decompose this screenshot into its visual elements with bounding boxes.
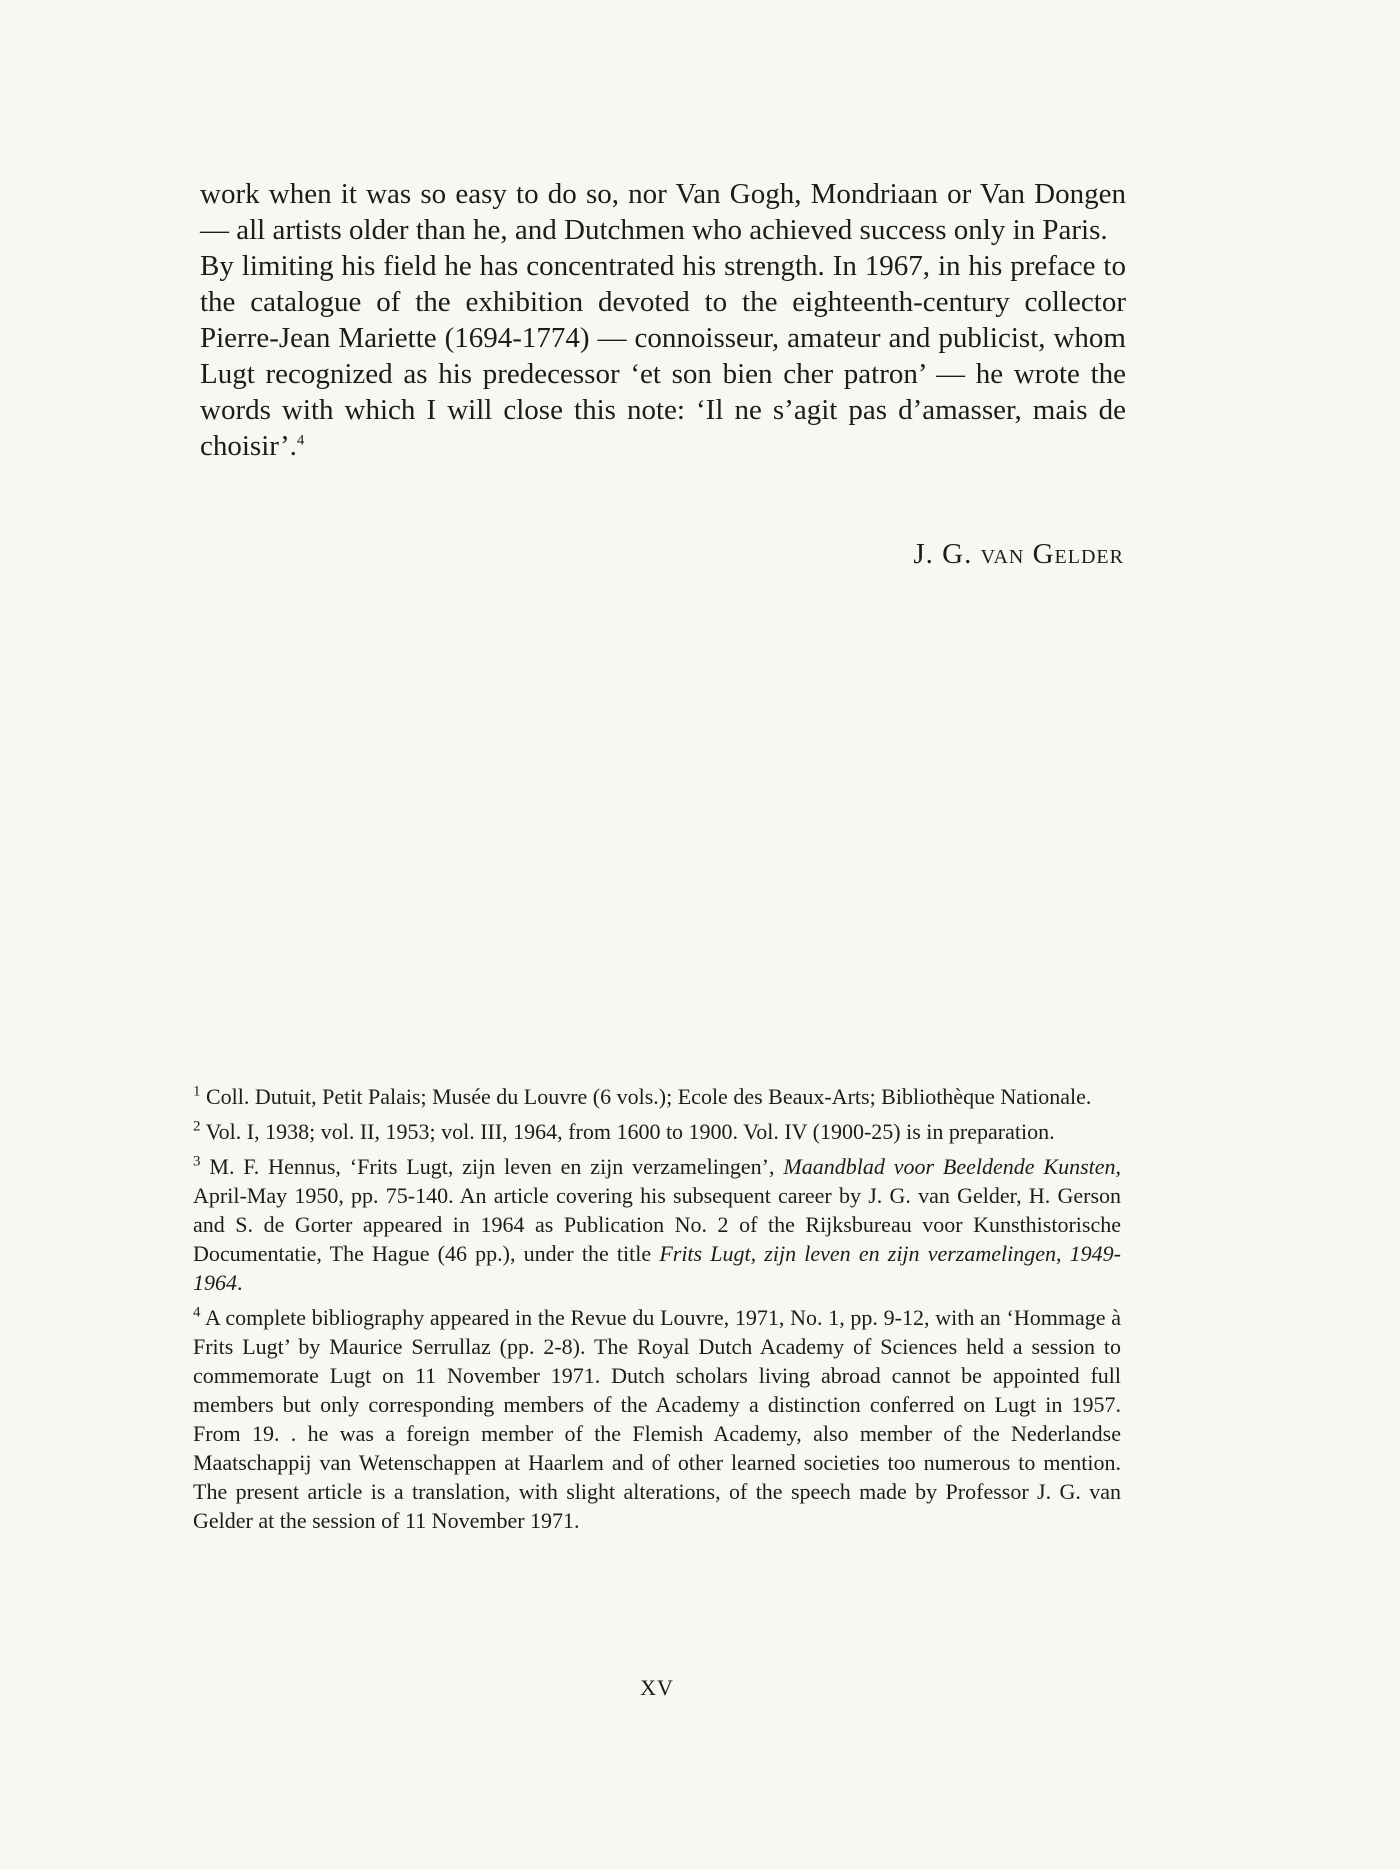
footnote-4: [193, 1303, 1121, 1535]
footnote-number: 4: [193, 1304, 201, 1321]
footnote-2: [193, 1117, 1121, 1146]
footnote-number: 1: [193, 1083, 201, 1100]
footnote-ref-4: 4: [296, 432, 305, 449]
author-surname: van Gelder: [980, 538, 1124, 570]
footnote-3: [193, 1152, 1121, 1297]
footnote-number: 2: [193, 1118, 201, 1135]
footnote-1: [193, 1082, 1121, 1111]
author-signature: [913, 538, 1124, 571]
paragraph-2-text: By limiting his field he has concentrated his strength. In 1967, in his preface to the catalogue of the exhibition devoted to the eighteenth-century collector Pierre-Jean Mariette (1694-1774) — connoisseur, amateur and publicist, whom Lugt recognized as his predecessor ‘et son bien cher patron’ — he wrote the words with which I will close this note: ‘Il ne s’agit pas d’amasser, mais de choisir’.: [200, 250, 1126, 462]
body-text: [200, 176, 1126, 464]
footnotes: [193, 1082, 1121, 1541]
footnote-text: A complete bibliography appeared in the Revue du Louvre, 1971, No. 1, pp. 9-12, with an ‘Hommage à Frits Lugt’ by Maurice Serrullaz (pp. 2-8). The Royal Dutch Academy of Sciences held a session to commemorate Lugt on 11 November 1971. Dutch scholars living abroad cannot be appointed full members but only corresponding members of the Academy a distinction conferred on Lugt in 1957. From 19. . he was a foreign member of the Flemish Academy, also member of the Nederlandse Maatschappij van Wetenschappen at Haarlem and of other learned societies too numerous to mention. The present article is a translation, with slight alterations, of the speech made by Professor J. G. van Gelder at the session of 11 November 1971.: [193, 1305, 1121, 1533]
footnote-italic-title: Maandblad voor Beeldende Kunsten: [783, 1154, 1116, 1179]
author-initials: J. G.: [913, 538, 981, 570]
footnote-italic-title: Frits Lugt, zijn leven en zijn verzamelingen, 1949-1964: [193, 1241, 1121, 1295]
footnote-text: .: [237, 1270, 243, 1295]
footnote-text: M. F. Hennus, ‘Frits Lugt, zijn leven en zijn verzamelingen’,: [209, 1154, 784, 1179]
page-number: XV: [640, 1675, 674, 1700]
footnote-text: Vol. I, 1938; vol. II, 1953; vol. III, 1964, from 1600 to 1900. Vol. IV (1900-25) is in preparation.: [205, 1119, 1055, 1144]
paragraph-2: [200, 248, 1126, 464]
footnote-number: 3: [193, 1153, 201, 1170]
footnote-text: Coll. Dutuit, Petit Palais; Musée du Louvre (6 vols.); Ecole des Beaux-Arts; Bibliothèque Nationale.: [206, 1084, 1092, 1109]
paragraph-1: work when it was so easy to do so, nor Van Gogh, Mondriaan or Van Dongen — all artists older than he, and Dutchmen who achieved success only in Paris.: [200, 178, 1126, 246]
footnote-text: , April-May 1950, pp. 75-140. An article covering his subsequent career by J. G. van Gelder, H. Gerson and S. de Gorter appeared in 1964 as Publication No. 2 of the Rijksbureau voor Kunsthistorische Documentatie, The Hague (46 pp.), under the title: [193, 1154, 1122, 1266]
